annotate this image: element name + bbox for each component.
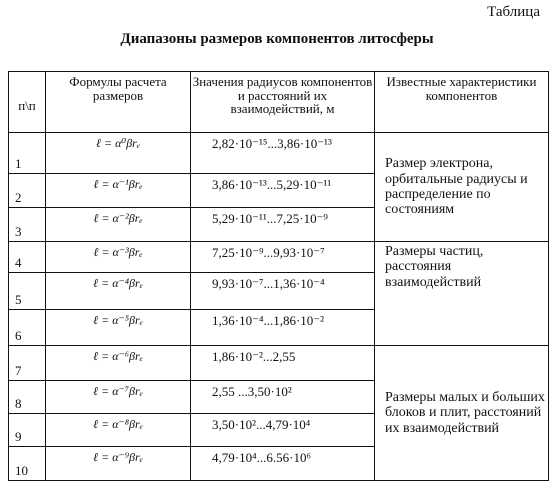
header-values: Значения радиусов компонентов и расстояний их взаимодействий, м xyxy=(191,72,375,133)
table-caption: Таблица xyxy=(487,4,540,20)
table-title: Диапазоны размеров компонентов литосферы xyxy=(120,31,434,47)
row-num: 9 xyxy=(9,414,46,447)
lithosphere-table xyxy=(8,71,549,481)
row-num: 2 xyxy=(9,174,46,208)
row-num: 7 xyxy=(9,346,46,381)
table-row xyxy=(9,346,549,381)
row-num: 1 xyxy=(9,133,46,174)
row-formula: ℓ = α⁻⁷βrₑ xyxy=(46,381,191,414)
row-value: 5,29·10⁻¹¹...7,25·10⁻⁹ xyxy=(191,208,375,242)
row-formula: ℓ = α⁻¹βrₑ xyxy=(46,174,191,208)
row-formula: ℓ = α⁻⁹βrₑ xyxy=(46,447,191,481)
row-value: 2,55 ...3,50·10² xyxy=(191,381,375,414)
row-value: 4,79·10⁴...6.56·10⁶ xyxy=(191,447,375,481)
row-value: 7,25·10⁻⁹...9,93·10⁻⁷ xyxy=(191,242,375,273)
row-num: 3 xyxy=(9,208,46,242)
header-desc: Известные характеристики компонентов xyxy=(375,72,549,133)
group-desc-1: Размер электрона, орбитальные радиусы и распределение по состояниям xyxy=(375,133,549,242)
row-value: 1,36·10⁻⁴...1,86·10⁻² xyxy=(191,310,375,346)
group-desc-2: Размеры частиц, расстояния взаимодействий xyxy=(375,242,549,346)
table-row xyxy=(9,242,549,273)
row-formula: ℓ = α⁻⁶βrₑ xyxy=(46,346,191,381)
row-num: 4 xyxy=(9,242,46,273)
group-desc-3: Размеры малых и больших блоков и плит, расстояний их взаимодействий xyxy=(375,346,549,481)
table-row xyxy=(9,133,549,174)
row-formula: ℓ = α⁻²βrₑ xyxy=(46,208,191,242)
header-formula: Формулы расчета размеров xyxy=(46,72,191,133)
row-value: 1,86·10⁻²...2,55 xyxy=(191,346,375,381)
header-row xyxy=(9,72,549,133)
row-value: 3,86·10⁻¹³...5,29·10⁻¹¹ xyxy=(191,174,375,208)
row-formula: ℓ = α⁰βrₑ xyxy=(46,133,191,174)
row-num: 8 xyxy=(9,381,46,414)
row-num: 10 xyxy=(9,447,46,481)
row-value: 9,93·10⁻⁷...1,36·10⁻⁴ xyxy=(191,273,375,310)
header-num: п\п xyxy=(9,72,46,133)
row-formula: ℓ = α⁻³βrₑ xyxy=(46,242,191,273)
row-formula: ℓ = α⁻⁸βrₑ xyxy=(46,414,191,447)
row-num: 6 xyxy=(9,310,46,346)
row-formula: ℓ = α⁻⁴βrₑ xyxy=(46,273,191,310)
row-value: 2,82·10⁻¹⁵...3,86·10⁻¹³ xyxy=(191,133,375,174)
row-num: 5 xyxy=(9,273,46,310)
row-formula: ℓ = α⁻⁵βrₑ xyxy=(46,310,191,346)
row-value: 3,50·10²...4,79·10⁴ xyxy=(191,414,375,447)
